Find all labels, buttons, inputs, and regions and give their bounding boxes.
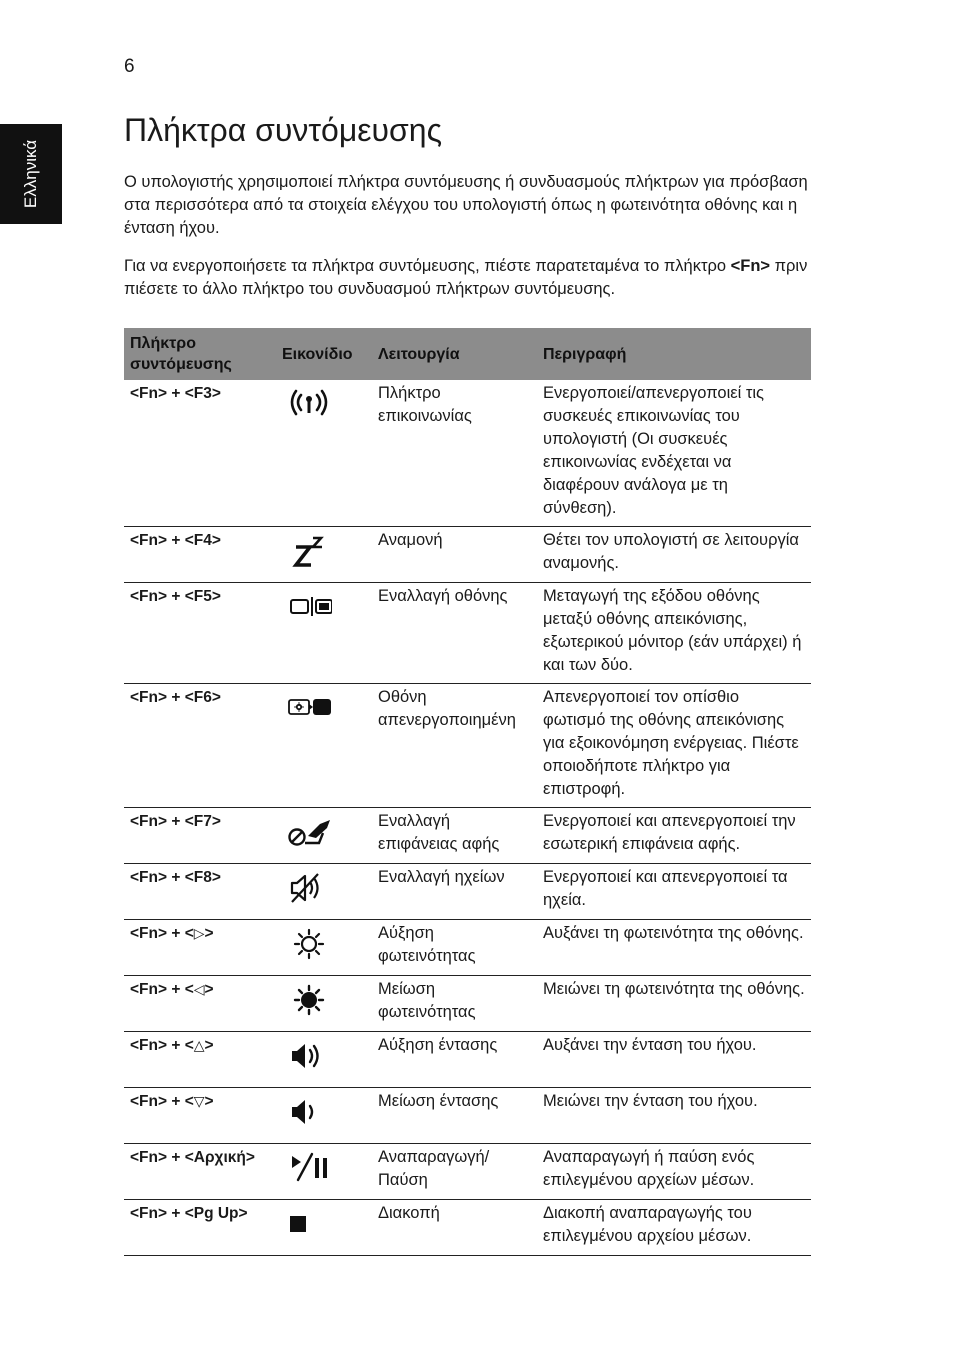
function-cell: Αύξηση έντασης: [372, 1032, 537, 1088]
display-toggle-icon: [286, 589, 332, 625]
fn-key-label: <Fn>: [730, 257, 771, 275]
hotkey-prefix: <Fn> + <: [130, 1093, 194, 1110]
page-title: Πλήκτρα συντόμευσης: [124, 112, 442, 148]
hotkey-cell: <Fn> + <F6>: [124, 684, 276, 808]
function-cell: Πλήκτρο επικοινωνίας: [372, 380, 537, 527]
hotkey-cell: <Fn> + <F3>: [124, 380, 276, 527]
function-cell: Οθόνη απενεργοποιημένη: [372, 684, 537, 808]
hotkey-suffix: >: [204, 1037, 214, 1054]
table-row: [124, 920, 811, 976]
description-cell: Απενεργοποιεί τον οπίσθιο φωτισμό της οθόνης απεικόνισης για εξοικονόμηση ενέργειας. Πιέστε οποιοδήποτε πλήκτρο για επιστροφή.: [537, 684, 811, 808]
description-cell: Ενεργοποιεί και απενεργοποιεί την εσωτερική επιφάνεια αφής.: [537, 808, 811, 864]
table-row: [124, 1200, 811, 1256]
hotkey-cell: <Fn> + <Pg Up>: [124, 1200, 276, 1256]
hotkey-cell: <Fn> + <F7>: [124, 808, 276, 864]
table-row: [124, 380, 811, 527]
table-row: [124, 1144, 811, 1200]
hotkey-suffix: >: [204, 1093, 214, 1110]
right-triangle-symbol: ▷: [193, 925, 205, 941]
hotkey-cell: <Fn> + <F8>: [124, 864, 276, 920]
table-row: [124, 527, 811, 583]
hotkey-cell: [124, 1088, 276, 1144]
function-cell: Μείωση έντασης: [372, 1088, 537, 1144]
function-cell: Αύξηση φωτεινότητας: [372, 920, 537, 976]
volume-down-icon: [286, 1094, 332, 1130]
table-header-row: [124, 328, 811, 380]
hotkey-suffix: >: [204, 981, 214, 998]
activation-text-after: πριν πιέσετε το άλλο πλήκτρο του συνδυασμού πλήκτρων συντόμευσης.: [124, 257, 808, 298]
table-row: [124, 684, 811, 808]
function-cell: Αναπαραγωγή/ Παύση: [372, 1144, 537, 1200]
play-pause-icon: [286, 1150, 332, 1186]
description-cell: Μειώνει την ένταση του ήχου.: [537, 1088, 811, 1144]
down-triangle-symbol: ▽: [193, 1093, 205, 1109]
hotkey-prefix: <Fn> + <: [130, 1037, 194, 1054]
touchpad-toggle-icon: [286, 814, 332, 850]
description-cell: Ενεργοποιεί και απενεργοποιεί τα ηχεία.: [537, 864, 811, 920]
stop-icon: [286, 1206, 332, 1242]
description-cell: Ενεργοποιεί/απενεργοποιεί τις συσκευές επικοινωνίας του υπολογιστή (Οι συσκευές επικοινωνίας ενδέχεται να διαφέρουν ανάλογα με τη σύνθεση).: [537, 380, 811, 527]
header-key: Πλήκτρο συντόμευσης: [124, 328, 276, 380]
description-cell: Αυξάνει τη φωτεινότητα της οθόνης.: [537, 920, 811, 976]
description-cell: Αναπαραγωγή ή παύση ενός επιλεγμένου αρχείων μέσων.: [537, 1144, 811, 1200]
function-cell: Διακοπή: [372, 1200, 537, 1256]
function-cell: Εναλλαγή ηχείων: [372, 864, 537, 920]
description-cell: Μειώνει τη φωτεινότητα της οθόνης.: [537, 976, 811, 1032]
page-number: 6: [124, 56, 135, 77]
activation-text-before: Για να ενεργοποιήσετε τα πλήκτρα συντόμευσης, πιέστε παρατεταμένα το πλήκτρο: [124, 257, 731, 275]
hotkey-prefix: <Fn> + <: [130, 981, 194, 998]
hotkey-suffix: >: [204, 925, 214, 942]
table-row: [124, 976, 811, 1032]
language-tab: [0, 124, 62, 224]
function-cell: Μείωση φωτεινότητας: [372, 976, 537, 1032]
header-function: Λειτουργία: [372, 328, 537, 380]
function-cell: Εναλλαγή επιφάνειας αφής: [372, 808, 537, 864]
hotkey-prefix: <Fn> + <: [130, 925, 194, 942]
brightness-down-icon: [286, 982, 332, 1018]
sleep-zz-icon: [286, 533, 332, 569]
hotkeys-table: [124, 328, 811, 1256]
function-cell: Αναμονή: [372, 527, 537, 583]
speaker-mute-icon: [286, 870, 332, 906]
up-triangle-symbol: △: [193, 1037, 205, 1053]
description-cell: Διακοπή αναπαραγωγής του επιλεγμένου αρχείου μέσων.: [537, 1200, 811, 1256]
wireless-communication-icon: [286, 386, 332, 422]
hotkey-cell: [124, 920, 276, 976]
language-tab-label: Ελληνικά: [21, 139, 40, 209]
activation-paragraph: [124, 255, 814, 301]
hotkey-cell: <Fn> + <F4>: [124, 527, 276, 583]
brightness-up-icon: [286, 926, 332, 962]
intro-paragraph: Ο υπολογιστής χρησιμοποιεί πλήκτρα συντόμευσης ή συνδυασμούς πλήκτρων για πρόσβαση στα περισσότερα από τα στοιχεία ελέγχου του υπολογιστή όπως η φωτεινότητα οθόνης και η ένταση ήχου.: [124, 173, 808, 237]
header-icon: Εικονίδιο: [276, 328, 372, 380]
table-row: [124, 808, 811, 864]
description-cell: Αυξάνει την ένταση του ήχου.: [537, 1032, 811, 1088]
left-triangle-symbol: ◁: [193, 981, 205, 997]
description-cell: Θέτει τον υπολογιστή σε λειτουργία αναμονής.: [537, 527, 811, 583]
hotkey-cell: <Fn> + <F5>: [124, 583, 276, 684]
hotkey-cell: [124, 1032, 276, 1088]
hotkey-cell: <Fn> + <Αρχική>: [124, 1144, 276, 1200]
volume-up-icon: [286, 1038, 332, 1074]
table-row: [124, 864, 811, 920]
display-off-icon: [286, 690, 332, 726]
description-cell: Μεταγωγή της εξόδου οθόνης μεταξύ οθόνης απεικόνισης, εξωτερικού μόνιτορ (εάν υπάρχει) ή και των δύο.: [537, 583, 811, 684]
header-description: Περιγραφή: [537, 328, 811, 380]
function-cell: Εναλλαγή οθόνης: [372, 583, 537, 684]
table-row: [124, 583, 811, 684]
table-row: [124, 1032, 811, 1088]
table-row: [124, 1088, 811, 1144]
hotkey-cell: [124, 976, 276, 1032]
